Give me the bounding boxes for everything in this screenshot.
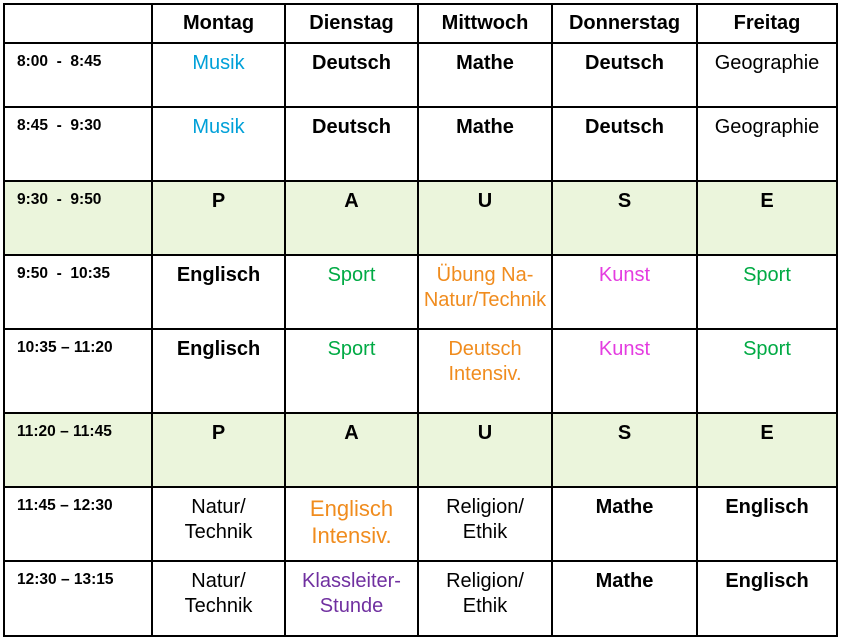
lesson-cell-freitag — [698, 562, 838, 637]
time-slot-cell: 12:30 – 13:15 — [5, 562, 153, 637]
pause-cell-dienstag — [286, 182, 419, 256]
lesson-cell-dienstag — [286, 256, 419, 330]
subject-label: Übung Na- Natur/Technik — [423, 264, 547, 311]
pause-cell-montag — [153, 414, 286, 488]
timetable — [3, 3, 838, 637]
lesson-cell-donnerstag — [553, 108, 698, 182]
subject-label: Musik — [192, 52, 245, 74]
subject-label: Englisch — [725, 570, 809, 592]
pause-letter: S — [617, 190, 632, 212]
subject-label: Religion/ Ethik — [446, 496, 524, 543]
lesson-cell-montag — [153, 330, 286, 414]
subject-label: Mathe — [595, 496, 654, 518]
subject-label: Mathe — [456, 116, 514, 138]
lesson-cell-montag — [153, 44, 286, 108]
time-slot-cell: 11:45 – 12:30 — [5, 488, 153, 562]
lesson-cell-mittwoch — [419, 256, 553, 330]
lesson-cell-donnerstag — [553, 256, 698, 330]
pause-letter: P — [211, 190, 226, 212]
pause-letter: E — [760, 190, 774, 212]
subject-label: Kunst — [598, 264, 651, 286]
pause-cell-montag — [153, 182, 286, 256]
pause-letter: U — [477, 190, 493, 212]
pause-letter: U — [477, 422, 493, 444]
subject-label: Sport — [743, 338, 791, 360]
lesson-cell-donnerstag — [553, 330, 698, 414]
lesson-cell-mittwoch — [419, 330, 553, 414]
subject-label: Sport — [327, 264, 376, 286]
pause-letter: S — [617, 422, 632, 444]
lesson-cell-montag — [153, 256, 286, 330]
subject-label: Klassleiter- Stunde — [302, 570, 401, 617]
time-slot-cell: 8:45 - 9:30 — [5, 108, 153, 182]
subject-label: Sport — [327, 338, 376, 360]
lesson-cell-freitag — [698, 488, 838, 562]
lesson-cell-mittwoch — [419, 108, 553, 182]
pause-cell-freitag — [698, 182, 838, 256]
subject-label: Musik — [192, 116, 245, 138]
pause-letter: E — [760, 422, 774, 444]
lesson-cell-dienstag — [286, 488, 419, 562]
subject-label: Deutsch — [585, 116, 664, 138]
time-slot-cell: 9:50 - 10:35 — [5, 256, 153, 330]
time-slot-cell: 8:00 - 8:45 — [5, 44, 153, 108]
lesson-cell-freitag — [698, 44, 838, 108]
subject-label: Geographie — [714, 116, 820, 138]
lesson-cell-montag — [153, 488, 286, 562]
pause-cell-mittwoch — [419, 182, 553, 256]
lesson-cell-freitag — [698, 330, 838, 414]
lesson-cell-donnerstag — [553, 488, 698, 562]
subject-label: Deutsch — [585, 52, 664, 74]
subject-label: Englisch Intensiv. — [309, 496, 394, 548]
time-slot-cell: 10:35 – 11:20 — [5, 330, 153, 414]
header-day-freitag: Freitag — [698, 5, 838, 44]
pause-letter: A — [344, 422, 359, 444]
subject-label: Mathe — [595, 570, 654, 592]
subject-label: Mathe — [456, 52, 514, 74]
pause-cell-donnerstag — [553, 182, 698, 256]
lesson-cell-dienstag — [286, 44, 419, 108]
lesson-cell-dienstag — [286, 108, 419, 182]
subject-label: Religion/ Ethik — [446, 570, 524, 617]
subject-label: Natur/ Technik — [184, 496, 253, 543]
subject-label: Kunst — [598, 338, 651, 360]
header-day-dienstag: Dienstag — [286, 5, 419, 44]
subject-label: Englisch — [176, 338, 261, 360]
pause-cell-freitag — [698, 414, 838, 488]
subject-label: Englisch — [176, 264, 261, 286]
subject-label: Englisch — [725, 496, 809, 518]
header-corner — [5, 5, 153, 44]
lesson-cell-dienstag — [286, 330, 419, 414]
subject-label: Deutsch — [312, 116, 391, 138]
subject-label: Deutsch Intensiv. — [448, 338, 522, 385]
pause-cell-donnerstag — [553, 414, 698, 488]
subject-label: Natur/ Technik — [184, 570, 253, 617]
lesson-cell-freitag — [698, 256, 838, 330]
pause-cell-dienstag — [286, 414, 419, 488]
lesson-cell-montag — [153, 108, 286, 182]
lesson-cell-mittwoch — [419, 44, 553, 108]
subject-label: Sport — [743, 264, 791, 286]
lesson-cell-donnerstag — [553, 44, 698, 108]
lesson-cell-dienstag — [286, 562, 419, 637]
time-slot-cell: 11:20 – 11:45 — [5, 414, 153, 488]
lesson-cell-mittwoch — [419, 488, 553, 562]
lesson-cell-montag — [153, 562, 286, 637]
pause-cell-mittwoch — [419, 414, 553, 488]
pause-letter: A — [344, 190, 359, 212]
lesson-cell-freitag — [698, 108, 838, 182]
header-day-montag: Montag — [153, 5, 286, 44]
time-slot-cell: 9:30 - 9:50 — [5, 182, 153, 256]
subject-label: Geographie — [714, 52, 820, 74]
lesson-cell-mittwoch — [419, 562, 553, 637]
lesson-cell-donnerstag — [553, 562, 698, 637]
subject-label: Deutsch — [312, 52, 391, 74]
header-day-mittwoch: Mittwoch — [419, 5, 553, 44]
pause-letter: P — [211, 422, 226, 444]
header-day-donnerstag: Donnerstag — [553, 5, 698, 44]
